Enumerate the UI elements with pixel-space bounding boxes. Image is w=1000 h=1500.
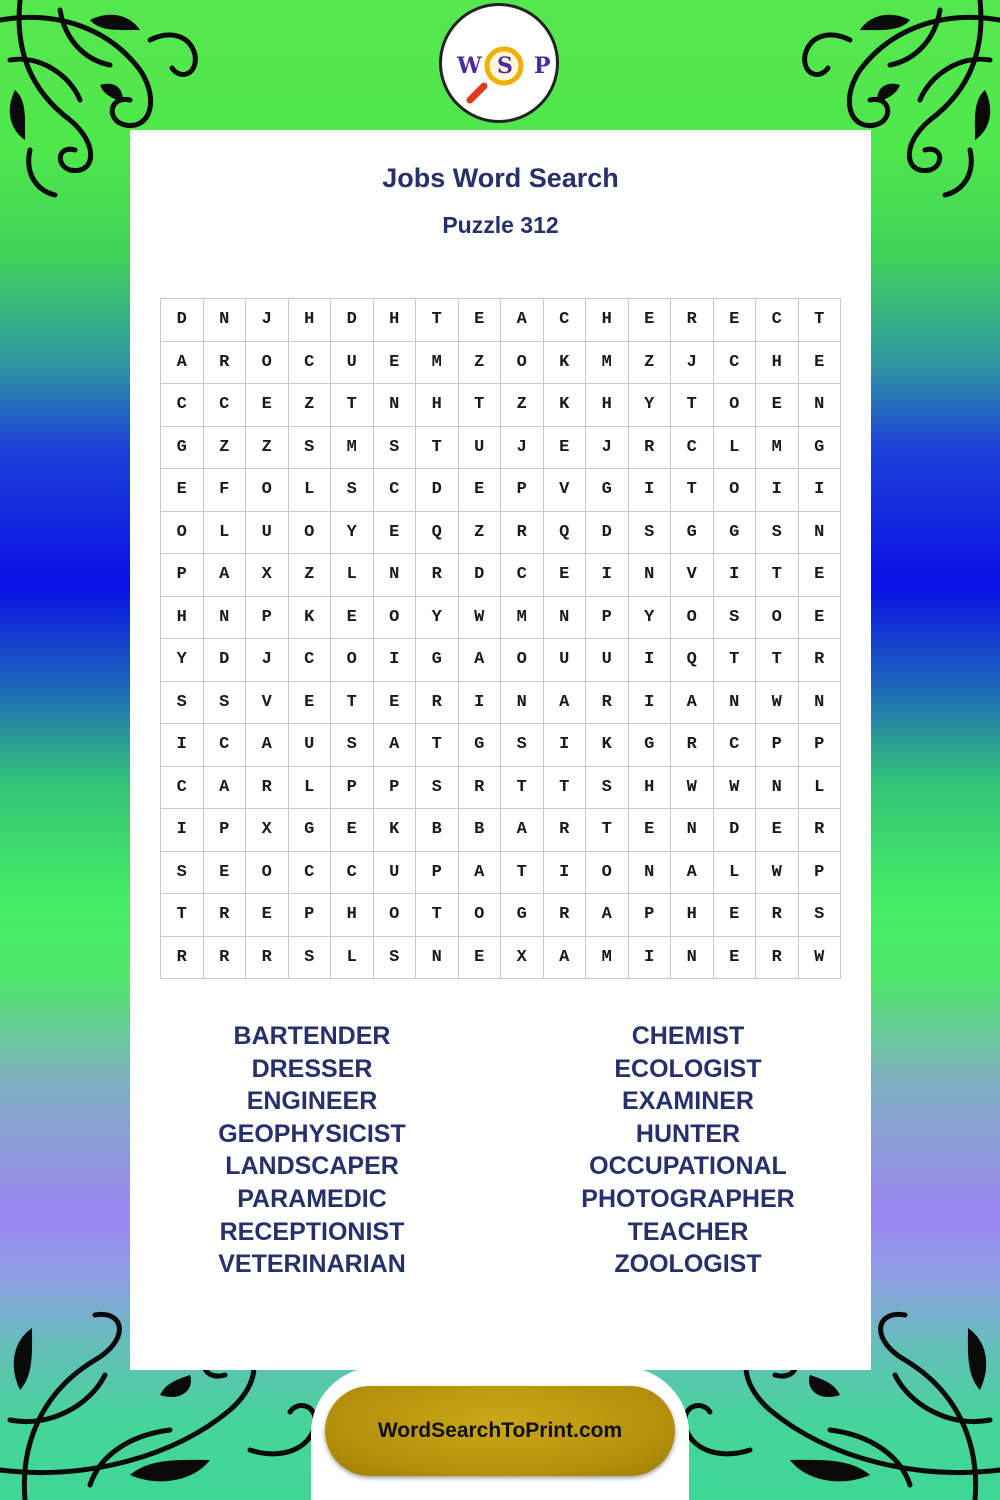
grid-cell[interactable]: R (543, 894, 586, 937)
grid-cell[interactable]: E (373, 341, 416, 384)
grid-cell[interactable]: C (288, 639, 331, 682)
grid-cell[interactable]: S (501, 724, 544, 767)
grid-cell[interactable]: T (331, 384, 374, 427)
grid-cell[interactable]: C (161, 766, 204, 809)
word-item: CHEMIST (631, 1022, 745, 1050)
grid-cell[interactable]: D (458, 554, 501, 597)
grid-cell[interactable]: Z (628, 341, 671, 384)
grid-cell[interactable]: T (501, 851, 544, 894)
grid-cell[interactable]: Q (543, 511, 586, 554)
grid-cell[interactable]: A (373, 724, 416, 767)
word-item: DRESSER (251, 1054, 373, 1083)
grid-cell[interactable]: E (458, 469, 501, 512)
grid-cell[interactable]: W (756, 681, 799, 724)
grid-cell[interactable]: Q (671, 639, 714, 682)
word-item: RECEPTIONIST (219, 1217, 405, 1246)
grid-cell[interactable]: A (203, 554, 246, 597)
grid-cell[interactable]: H (628, 766, 671, 809)
grid-cell[interactable]: C (543, 299, 586, 342)
grid-row (161, 469, 841, 512)
grid-cell[interactable]: Z (288, 554, 331, 597)
grid-cell[interactable]: G (586, 469, 629, 512)
grid-cell[interactable]: B (458, 809, 501, 852)
grid-cell[interactable]: E (458, 936, 501, 979)
grid-cell[interactable]: H (331, 894, 374, 937)
grid-cell[interactable]: G (628, 724, 671, 767)
grid-cell[interactable]: E (543, 426, 586, 469)
grid-cell[interactable]: O (373, 596, 416, 639)
word-item: BARTENDER (233, 1022, 391, 1050)
grid-row (161, 426, 841, 469)
grid-cell[interactable]: P (373, 766, 416, 809)
grid-cell[interactable]: T (543, 766, 586, 809)
grid-cell[interactable]: C (713, 341, 756, 384)
grid-cell[interactable]: A (543, 936, 586, 979)
grid-cell[interactable]: F (203, 469, 246, 512)
grid-cell[interactable]: E (373, 681, 416, 724)
grid-cell[interactable]: I (713, 554, 756, 597)
grid-row (161, 894, 841, 937)
grid-cell[interactable]: A (246, 724, 289, 767)
grid-cell[interactable]: N (713, 681, 756, 724)
grid-cell[interactable]: S (161, 681, 204, 724)
grid-cell[interactable]: O (586, 851, 629, 894)
word-item: TEACHER (627, 1217, 749, 1246)
grid-cell[interactable]: P (798, 724, 841, 767)
grid-cell[interactable]: R (671, 724, 714, 767)
grid-cell[interactable]: P (756, 724, 799, 767)
grid-cell[interactable]: E (756, 384, 799, 427)
grid-cell[interactable]: N (798, 681, 841, 724)
grid-cell[interactable]: R (628, 426, 671, 469)
grid-cell[interactable]: W (798, 936, 841, 979)
grid-cell[interactable]: R (416, 681, 459, 724)
grid-cell[interactable]: O (246, 469, 289, 512)
grid-cell[interactable]: O (501, 341, 544, 384)
grid-cell[interactable]: V (543, 469, 586, 512)
grid-cell[interactable]: E (246, 384, 289, 427)
grid-cell[interactable]: V (246, 681, 289, 724)
grid-cell[interactable]: I (373, 639, 416, 682)
grid-row (161, 936, 841, 979)
grid-cell[interactable]: U (458, 426, 501, 469)
grid-cell[interactable]: P (246, 596, 289, 639)
grid-cell[interactable]: O (246, 851, 289, 894)
grid-cell[interactable]: O (331, 639, 374, 682)
grid-cell[interactable]: S (416, 766, 459, 809)
grid-cell[interactable]: N (798, 384, 841, 427)
grid-cell[interactable]: M (586, 341, 629, 384)
grid-cell[interactable]: S (373, 936, 416, 979)
grid-cell[interactable]: K (288, 596, 331, 639)
grid-cell[interactable]: K (373, 809, 416, 852)
grid-cell[interactable]: G (671, 511, 714, 554)
grid-cell[interactable]: L (798, 766, 841, 809)
grid-cell[interactable]: K (543, 384, 586, 427)
grid-cell[interactable]: O (288, 511, 331, 554)
grid-cell[interactable]: E (246, 894, 289, 937)
grid-cell[interactable]: P (331, 766, 374, 809)
grid-cell[interactable]: C (713, 724, 756, 767)
grid-cell[interactable]: S (331, 469, 374, 512)
grid-cell[interactable]: S (586, 766, 629, 809)
grid-cell[interactable]: R (756, 894, 799, 937)
grid-row (161, 851, 841, 894)
word-item: PARAMEDIC (237, 1184, 387, 1213)
grid-cell[interactable]: E (331, 596, 374, 639)
grid-cell[interactable]: N (203, 596, 246, 639)
grid-row (161, 681, 841, 724)
grid-cell[interactable]: E (798, 554, 841, 597)
grid-cell[interactable]: P (161, 554, 204, 597)
grid-cell[interactable]: P (586, 596, 629, 639)
grid-cell[interactable]: E (713, 894, 756, 937)
grid-cell[interactable]: R (543, 809, 586, 852)
word-item: ZOOLOGIST (614, 1250, 762, 1279)
grid-cell[interactable]: U (288, 724, 331, 767)
grid-cell[interactable]: N (671, 936, 714, 979)
grid-cell[interactable]: D (586, 511, 629, 554)
grid-cell[interactable]: S (373, 426, 416, 469)
puzzle-number: Puzzle 312 (442, 212, 559, 238)
grid-cell[interactable]: H (416, 384, 459, 427)
grid-cell[interactable]: L (331, 554, 374, 597)
grid-cell[interactable]: D (203, 639, 246, 682)
grid-cell[interactable]: A (543, 681, 586, 724)
grid-cell[interactable]: A (161, 341, 204, 384)
grid-cell[interactable]: P (203, 809, 246, 852)
grid-cell[interactable]: X (246, 554, 289, 597)
grid-cell[interactable]: I (161, 724, 204, 767)
grid-cell[interactable]: Z (203, 426, 246, 469)
grid-cell[interactable]: G (713, 511, 756, 554)
grid-cell[interactable]: Y (416, 596, 459, 639)
logo-letter-p: P (534, 53, 551, 79)
grid-cell[interactable]: W (458, 596, 501, 639)
grid-cell[interactable]: S (288, 426, 331, 469)
grid-cell[interactable]: B (416, 809, 459, 852)
grid-cell[interactable]: U (246, 511, 289, 554)
grid-cell[interactable]: J (586, 426, 629, 469)
grid-cell[interactable]: E (713, 936, 756, 979)
grid-cell[interactable]: C (331, 851, 374, 894)
grid-cell[interactable]: O (671, 596, 714, 639)
grid-cell[interactable]: N (501, 681, 544, 724)
site-link-button[interactable]: WordSearchToPrint.com (325, 1386, 675, 1476)
grid-cell[interactable]: I (628, 469, 671, 512)
grid-cell[interactable]: T (671, 384, 714, 427)
grid-cell[interactable]: V (671, 554, 714, 597)
word-list-right (538, 1020, 838, 1281)
grid-cell[interactable]: M (416, 341, 459, 384)
grid-cell[interactable]: I (628, 681, 671, 724)
grid-cell[interactable]: H (586, 299, 629, 342)
grid-cell[interactable]: L (288, 469, 331, 512)
grid-cell[interactable]: L (203, 511, 246, 554)
grid-cell[interactable]: P (288, 894, 331, 937)
grid-cell[interactable]: R (501, 511, 544, 554)
grid-cell[interactable]: M (501, 596, 544, 639)
grid-row (161, 341, 841, 384)
grid-cell[interactable]: Y (161, 639, 204, 682)
grid-cell[interactable]: C (373, 469, 416, 512)
grid-cell[interactable]: O (458, 894, 501, 937)
grid-cell[interactable]: T (331, 681, 374, 724)
grid-cell[interactable]: S (756, 511, 799, 554)
grid-cell[interactable]: C (756, 299, 799, 342)
grid-cell[interactable]: R (458, 766, 501, 809)
grid-cell[interactable]: N (416, 936, 459, 979)
grid-cell[interactable]: O (161, 511, 204, 554)
grid-cell[interactable]: E (288, 681, 331, 724)
grid-cell[interactable]: E (458, 299, 501, 342)
grid-cell[interactable]: G (416, 639, 459, 682)
grid-cell[interactable]: G (161, 426, 204, 469)
grid-cell[interactable]: J (246, 639, 289, 682)
grid-cell[interactable]: R (416, 554, 459, 597)
grid-cell[interactable]: T (416, 299, 459, 342)
grid-cell[interactable]: C (288, 341, 331, 384)
grid-cell[interactable]: N (798, 511, 841, 554)
grid-cell[interactable]: H (373, 299, 416, 342)
grid-cell[interactable]: S (713, 596, 756, 639)
grid-cell[interactable]: T (501, 766, 544, 809)
grid-cell[interactable]: I (586, 554, 629, 597)
grid-cell[interactable]: T (458, 384, 501, 427)
grid-cell[interactable]: H (161, 596, 204, 639)
grid-cell[interactable]: L (331, 936, 374, 979)
grid-cell[interactable]: E (331, 809, 374, 852)
grid-cell[interactable]: R (756, 936, 799, 979)
grid-cell[interactable]: C (161, 384, 204, 427)
grid-cell[interactable]: Y (628, 384, 671, 427)
grid-cell[interactable]: N (203, 299, 246, 342)
grid-cell[interactable]: I (543, 724, 586, 767)
grid-cell[interactable]: E (543, 554, 586, 597)
grid-cell[interactable]: S (161, 851, 204, 894)
logo-letter-w: W (457, 53, 482, 79)
grid-cell[interactable]: H (756, 341, 799, 384)
grid-row (161, 766, 841, 809)
grid-cell[interactable]: E (373, 511, 416, 554)
grid-cell[interactable]: S (798, 894, 841, 937)
grid-cell[interactable]: N (671, 809, 714, 852)
grid-cell[interactable]: N (628, 554, 671, 597)
grid-cell[interactable]: T (671, 469, 714, 512)
grid-cell[interactable]: I (161, 809, 204, 852)
grid-cell[interactable]: O (713, 469, 756, 512)
grid-cell[interactable]: R (203, 894, 246, 937)
grid-cell[interactable]: E (756, 809, 799, 852)
grid-cell[interactable]: I (458, 681, 501, 724)
grid-row (161, 809, 841, 852)
grid-cell[interactable]: T (416, 724, 459, 767)
grid-cell[interactable]: A (671, 851, 714, 894)
grid-cell[interactable]: W (713, 766, 756, 809)
grid-cell[interactable]: Z (288, 384, 331, 427)
grid-cell[interactable]: X (501, 936, 544, 979)
grid-cell[interactable]: M (756, 426, 799, 469)
grid-cell[interactable]: N (628, 851, 671, 894)
grid-cell[interactable]: W (756, 851, 799, 894)
grid-cell[interactable]: Y (628, 596, 671, 639)
grid-row (161, 554, 841, 597)
grid-cell[interactable]: I (798, 469, 841, 512)
grid-cell[interactable]: E (798, 596, 841, 639)
grid-cell[interactable]: R (203, 341, 246, 384)
grid-cell[interactable]: A (458, 639, 501, 682)
grid-cell[interactable]: I (628, 936, 671, 979)
grid-cell[interactable]: E (713, 299, 756, 342)
grid-cell[interactable]: U (586, 639, 629, 682)
grid-cell[interactable]: T (756, 639, 799, 682)
letter-grid[interactable] (160, 298, 841, 979)
grid-cell[interactable]: T (756, 554, 799, 597)
grid-cell[interactable]: T (586, 809, 629, 852)
grid-cell[interactable]: D (331, 299, 374, 342)
grid-cell[interactable]: Z (501, 384, 544, 427)
grid-cell[interactable]: T (416, 894, 459, 937)
grid-cell[interactable]: E (628, 299, 671, 342)
grid-cell[interactable]: O (713, 384, 756, 427)
grid-cell[interactable]: G (458, 724, 501, 767)
grid-cell[interactable]: R (586, 681, 629, 724)
grid-cell[interactable]: P (798, 851, 841, 894)
word-list-left (162, 1020, 462, 1281)
grid-cell[interactable]: Y (331, 511, 374, 554)
grid-cell[interactable]: E (628, 809, 671, 852)
grid-cell[interactable]: O (373, 894, 416, 937)
word-item: EXAMINER (622, 1087, 754, 1116)
grid-cell[interactable]: A (586, 894, 629, 937)
grid-cell[interactable]: T (161, 894, 204, 937)
grid-cell[interactable]: A (501, 809, 544, 852)
grid-cell[interactable]: E (203, 851, 246, 894)
grid-cell[interactable]: A (458, 851, 501, 894)
word-item: PHOTOGRAPHER (581, 1184, 795, 1213)
word-item: GEOPHYSICIST (218, 1119, 406, 1148)
grid-cell[interactable]: M (331, 426, 374, 469)
word-item: LANDSCAPER (225, 1152, 399, 1181)
grid-cell[interactable]: R (798, 809, 841, 852)
grid-row (161, 384, 841, 427)
grid-cell[interactable]: G (288, 809, 331, 852)
grid-cell[interactable]: C (203, 724, 246, 767)
grid-cell[interactable]: E (798, 341, 841, 384)
site-logo[interactable] (439, 3, 559, 123)
grid-row (161, 639, 841, 682)
grid-cell[interactable]: N (543, 596, 586, 639)
grid-cell[interactable]: A (501, 299, 544, 342)
grid-cell[interactable]: R (161, 936, 204, 979)
grid-cell[interactable]: X (246, 809, 289, 852)
grid-cell[interactable]: D (161, 299, 204, 342)
grid-cell[interactable]: H (671, 894, 714, 937)
grid-cell[interactable]: K (586, 724, 629, 767)
grid-cell[interactable]: U (331, 341, 374, 384)
grid-cell[interactable]: I (543, 851, 586, 894)
grid-cell[interactable]: L (713, 426, 756, 469)
grid-cell[interactable]: R (246, 766, 289, 809)
grid-cell[interactable]: U (373, 851, 416, 894)
grid-cell[interactable]: P (501, 469, 544, 512)
grid-row (161, 596, 841, 639)
grid-cell[interactable]: R (203, 936, 246, 979)
grid-cell[interactable]: I (756, 469, 799, 512)
grid-cell[interactable]: R (798, 639, 841, 682)
grid-cell[interactable]: O (246, 341, 289, 384)
grid-cell[interactable]: A (203, 766, 246, 809)
grid-cell[interactable]: Z (246, 426, 289, 469)
grid-cell[interactable]: I (628, 639, 671, 682)
grid-cell[interactable]: U (543, 639, 586, 682)
grid-cell[interactable]: S (628, 511, 671, 554)
grid-cell[interactable]: S (203, 681, 246, 724)
grid-cell[interactable]: D (713, 809, 756, 852)
grid-cell[interactable]: L (713, 851, 756, 894)
grid-cell[interactable]: O (501, 639, 544, 682)
word-item: OCCUPATIONAL (589, 1152, 787, 1181)
word-item: ECOLOGIST (614, 1054, 762, 1083)
logo-letter-s: S (497, 53, 513, 79)
grid-cell[interactable]: E (161, 469, 204, 512)
grid-cell[interactable]: Q (416, 511, 459, 554)
grid-cell[interactable]: A (671, 681, 714, 724)
puzzle-card (130, 130, 871, 1370)
grid-cell[interactable]: R (671, 299, 714, 342)
page-title: Jobs Word Search (382, 163, 619, 193)
word-item: VETERINARIAN (218, 1250, 406, 1279)
grid-cell[interactable]: G (798, 426, 841, 469)
grid-cell[interactable]: P (416, 851, 459, 894)
grid-cell[interactable]: J (501, 426, 544, 469)
grid-cell[interactable]: O (756, 596, 799, 639)
grid-cell[interactable]: C (501, 554, 544, 597)
grid-cell[interactable]: J (671, 341, 714, 384)
grid-cell[interactable]: M (586, 936, 629, 979)
grid-cell[interactable]: H (288, 299, 331, 342)
grid-cell[interactable]: Z (458, 511, 501, 554)
grid-row (161, 299, 841, 342)
grid-cell[interactable]: S (288, 936, 331, 979)
grid-cell[interactable]: L (288, 766, 331, 809)
grid-cell[interactable]: C (203, 384, 246, 427)
grid-cell[interactable]: S (331, 724, 374, 767)
grid-cell[interactable]: H (586, 384, 629, 427)
grid-cell[interactable]: C (288, 851, 331, 894)
grid-cell[interactable]: J (246, 299, 289, 342)
grid-cell[interactable]: D (416, 469, 459, 512)
grid-cell[interactable]: N (373, 384, 416, 427)
grid-cell[interactable]: Z (458, 341, 501, 384)
grid-cell[interactable]: C (671, 426, 714, 469)
grid-cell[interactable]: N (373, 554, 416, 597)
grid-cell[interactable]: K (543, 341, 586, 384)
grid-cell[interactable]: R (246, 936, 289, 979)
grid-row (161, 724, 841, 767)
grid-cell[interactable]: T (713, 639, 756, 682)
grid-row (161, 511, 841, 554)
grid-cell[interactable]: N (756, 766, 799, 809)
grid-cell[interactable]: T (416, 426, 459, 469)
word-item: ENGINEER (246, 1087, 378, 1116)
grid-cell[interactable]: W (671, 766, 714, 809)
grid-cell[interactable]: T (798, 299, 841, 342)
grid-cell[interactable]: P (628, 894, 671, 937)
word-item: HUNTER (635, 1119, 741, 1148)
grid-cell[interactable]: G (501, 894, 544, 937)
